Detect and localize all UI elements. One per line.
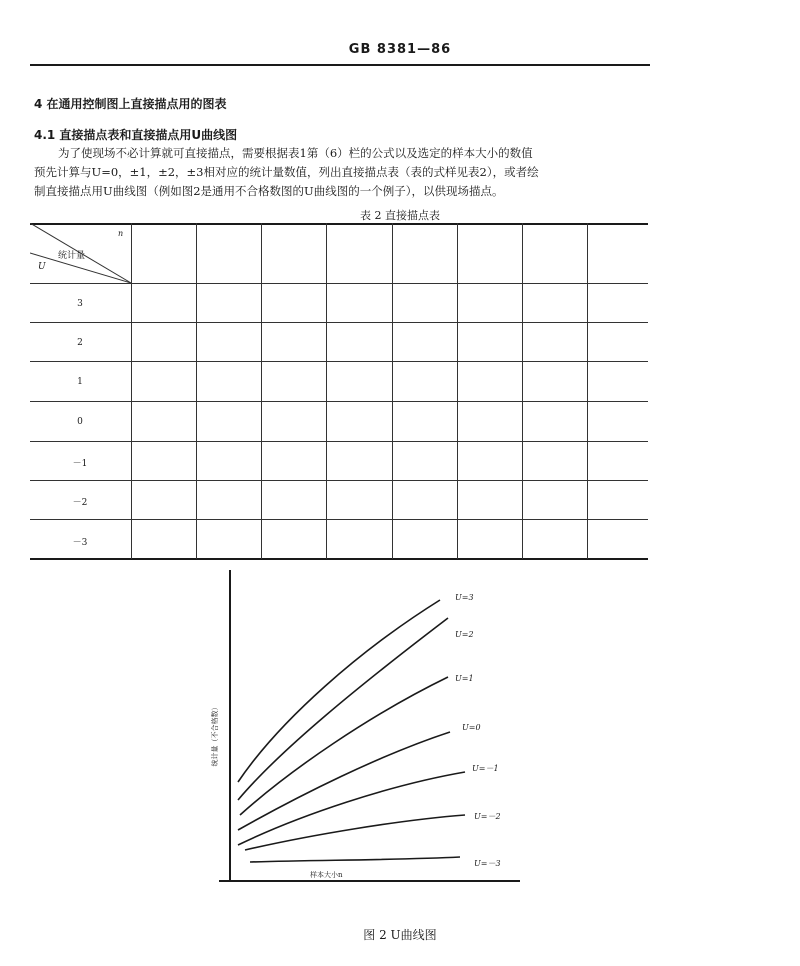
table-bottom-rule (30, 558, 648, 560)
table-vline (392, 223, 393, 559)
table-hline (30, 441, 648, 442)
curve-u-1 (240, 677, 448, 815)
curve-u-minus-2 (245, 815, 465, 850)
series-label-u3: U=3 (455, 593, 474, 602)
series-label-u-minus2: U=－2 (474, 812, 501, 821)
y-axis-label: 统计量（不合格数） (211, 703, 219, 767)
row-label-u-minus1: －1 (72, 459, 88, 469)
table-vline (522, 223, 523, 559)
header-u-label: U (38, 262, 46, 272)
series-label-u1: U=1 (455, 674, 474, 683)
table-hline (30, 480, 648, 481)
table-hline (30, 401, 648, 402)
row-label-u2: 2 (77, 338, 83, 348)
header-statistic-label: 统计量 (58, 251, 86, 261)
u-curve-chart (200, 570, 530, 890)
table-vline (457, 223, 458, 559)
curve-u-3 (238, 600, 440, 782)
row-label-u-minus2: －2 (72, 498, 88, 508)
curve-u-2 (238, 618, 448, 800)
curve-u-minus-1 (238, 772, 465, 845)
row-label-u-minus3: －3 (72, 538, 88, 548)
series-label-u0: U=0 (462, 723, 481, 732)
paragraph-line-2: 预先计算与U=0，±1，±2，±3相对应的统计量数值，列出直接描点表（表的式样见表2），或者绘 (34, 165, 539, 179)
section-4-1-heading: 4.1 直接描点表和直接描点用U曲线图 (34, 128, 238, 142)
series-label-u-minus3: U=－3 (474, 859, 501, 868)
document-header: GB 8381—86 (348, 42, 452, 57)
row-label-u0: 0 (77, 417, 83, 427)
paragraph-line-1: 为了使现场不必计算就可直接描点，需要根据表1第（6）栏的公式以及选定的样本大小的数值 (58, 146, 533, 160)
body-paragraph (34, 144, 654, 201)
series-label-u2: U=2 (455, 630, 474, 639)
direct-plot-table (30, 223, 648, 559)
table-vline (326, 223, 327, 559)
table-vline (131, 223, 132, 559)
table-hline (30, 283, 648, 284)
table-hline (30, 322, 648, 323)
table-hline (30, 519, 648, 520)
paragraph-line-3: 制直接描点用U曲线图（例如图2是通用不合格数图的U曲线图的一个例子），以供现场描点。 (34, 184, 504, 198)
series-label-u-minus1: U=－1 (472, 764, 499, 773)
header-rule (30, 64, 650, 66)
curve-u-minus-3 (250, 857, 460, 862)
table-vline (587, 223, 588, 559)
table-hline (30, 361, 648, 362)
row-label-u1: 1 (77, 377, 83, 387)
row-label-u3: 3 (77, 299, 83, 309)
figure-caption: 图 2 U曲线图 (363, 928, 437, 942)
section-4-heading: 4 在通用控制图上直接描点用的图表 (34, 97, 227, 111)
header-n-label: n (118, 229, 124, 238)
x-axis-label: 样本大小n (310, 871, 343, 879)
table-vline (196, 223, 197, 559)
table-vline (261, 223, 262, 559)
table-caption: 表 2 直接描点表 (360, 209, 440, 222)
